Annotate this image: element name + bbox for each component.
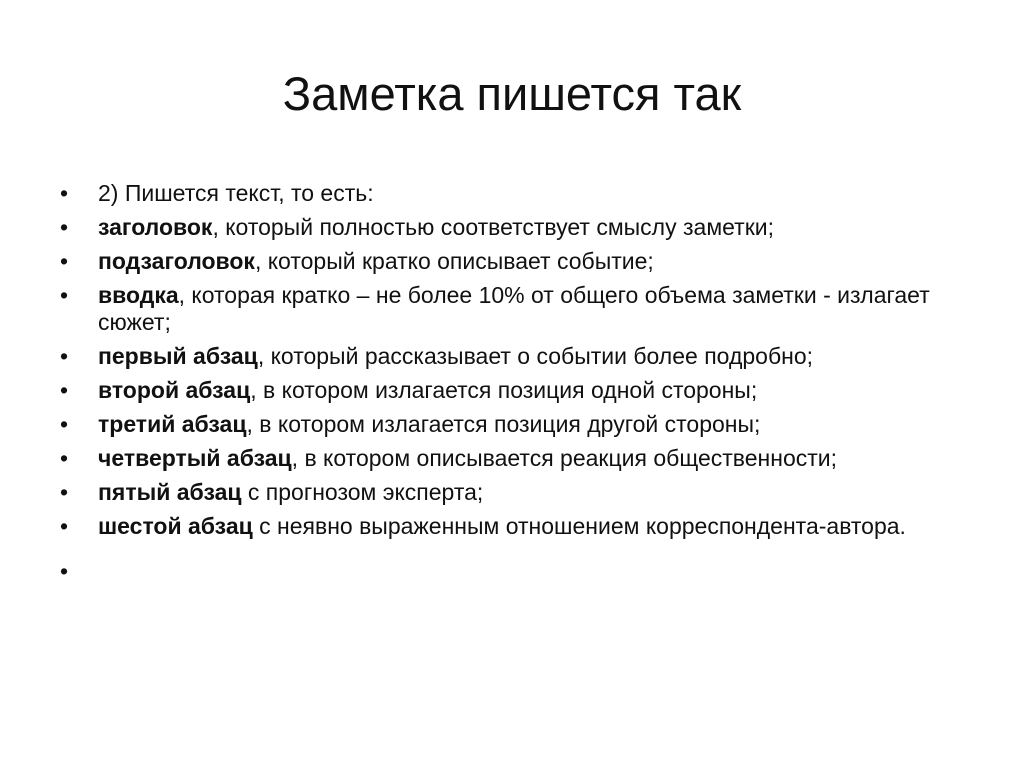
bullet-item (60, 214, 960, 241)
bullet-dot-icon: • (60, 282, 69, 308)
bullet-dot-icon: • (60, 180, 69, 206)
bullet-item (60, 282, 960, 336)
bullet-term: вводка (98, 282, 179, 308)
bullet-item (60, 248, 960, 275)
bullet-dot-icon: • (60, 513, 69, 539)
bullet-dot-icon: • (60, 248, 69, 274)
bullet-dot-icon: • (60, 377, 69, 403)
slide-title: Заметка пишется так (282, 67, 742, 120)
bullet-text: , в котором излагается позиция одной стороны; (250, 377, 758, 403)
bullet-item (60, 411, 960, 438)
bullet-dot-icon: • (60, 214, 69, 240)
bullet-item (60, 377, 960, 404)
bullet-dot-icon: • (60, 445, 69, 471)
bullet-item (60, 180, 960, 207)
bullet-text: , который кратко описывает событие; (254, 248, 654, 274)
bullet-term: третий абзац (98, 411, 247, 437)
bullet-dot-icon: • (60, 479, 69, 505)
bullet-text: с неявно выраженным отношением корреспондента-автора. (252, 513, 906, 539)
bullet-term: подзаголовок (98, 248, 255, 274)
bullet-term: второй абзац (98, 377, 251, 403)
bullet-dot-icon: • (60, 558, 69, 584)
bullet-term: пятый абзац (98, 479, 242, 505)
bullet-item (60, 445, 960, 472)
bullet-item (60, 343, 960, 370)
bullet-text: , которая кратко – не более 10% от общего объема заметки - излагает сюжет; (98, 282, 930, 335)
bullet-item-empty (60, 558, 960, 585)
bullet-term: четвертый абзац (98, 445, 292, 471)
bullet-term: шестой абзац (98, 513, 253, 539)
bullet-item (60, 479, 960, 506)
bullet-text: , в котором описывается реакция общественности; (291, 445, 838, 471)
bullet-text: с прогнозом эксперта; (241, 479, 484, 505)
bullet-text: , который полностью соответствует смыслу заметки; (212, 214, 775, 240)
bullet-dot-icon: • (60, 343, 69, 369)
bullet-list (60, 180, 960, 592)
bullet-text: , в котором излагается позиция другой стороны; (246, 411, 761, 437)
bullet-dot-icon: • (60, 411, 69, 437)
bullet-item (60, 513, 960, 540)
bullet-text: 2) Пишется текст, то есть: (98, 180, 374, 206)
bullet-text: , который рассказывает о событии более подробно; (257, 343, 814, 369)
bullet-term: заголовок (98, 214, 213, 240)
bullet-term: первый абзац (98, 343, 258, 369)
